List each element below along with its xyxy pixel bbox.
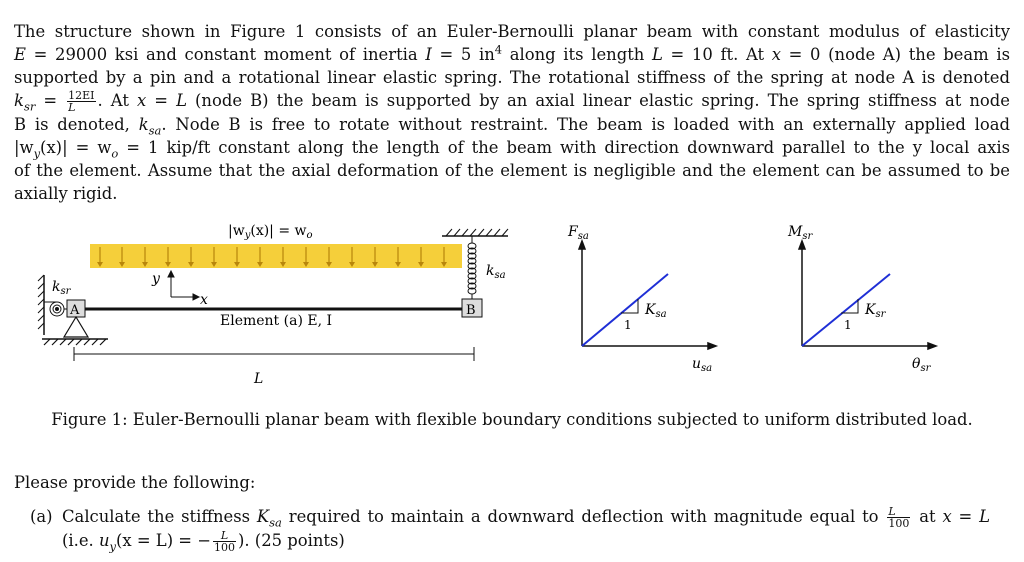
problem-line-8: axially rigid. (14, 184, 118, 203)
question-a-line-1: Calculate the stiffness $K_{sa}$ required to maintain a downward deflection with magnitude equal to $\frac{L}{100}$ at x = L (62, 505, 991, 530)
problem-line-7: of the element. Assume that the axial deformation of the element is negligible and the element can be assumed to be (14, 161, 1010, 180)
plot1-slope-label: $K_{sa}$ (645, 302, 667, 320)
beam-figure (0, 205, 1024, 405)
question-a-line-2: (i.e. $u_y(x = L)$ = − $\frac{L}{100}$ ). (25 points) (62, 529, 345, 554)
problem-line-5: B is denoted, $k_{sa}$. Node B is free to rotate without restraint. The beam is loaded with an externally applied load (14, 115, 1010, 138)
load-label: $|w_y(x)| = w_o$ (228, 223, 313, 241)
ksr-label: $k_{sr}$ (52, 279, 71, 297)
plot1-y-label: $F_{sa}$ (568, 224, 589, 242)
question-a (30, 505, 990, 553)
problem-line-1: The structure shown in Figure 1 consists of an Euler-Bernoulli planar beam with constant modulus of elasticity (14, 22, 1010, 41)
plot-fsa-usa (567, 224, 716, 374)
local-axes (168, 271, 199, 300)
ksa-label: $k_{sa}$ (486, 263, 506, 281)
y-axis-label: y (152, 271, 160, 287)
plot2-x-label: $\theta_{sr}$ (912, 356, 931, 374)
ceiling-support (442, 229, 508, 236)
length-label: L (254, 371, 264, 387)
plot1-x-label: $u_{sa}$ (692, 356, 713, 374)
problem-statement (14, 20, 1010, 205)
problem-line-6: $|w_y(x)| = w_o = 1$ kip/ft constant along the length of the beam with direction downward parallel to the y local axis (14, 138, 1010, 161)
axial-spring (468, 236, 476, 299)
problem-line-2: E = 29000 ksi and constant moment of inertia I = 5 $in^4$ along its length L = 10 ft. At x = 0 (node A) the beam is (14, 42, 1011, 64)
problem-line-3: supported by a pin and a rotational linear elastic spring. The rotational stiffness of the spring at node A is denoted (14, 68, 1010, 87)
figure-caption: Figure 1: Euler-Bernoulli planar beam with flexible boundary conditions subjected to uniform distributed load. (51, 410, 973, 429)
x-axis-label: x (200, 292, 208, 308)
plot2-y-label: $M_{sr}$ (788, 224, 813, 242)
prompt-text: Please provide the following: (14, 473, 256, 492)
problem-line-4: $k_{sr}$ = $\frac{12EI}{L}$ . At x = L (node B) the beam is supported by an axial linear elastic spring. The spring stiffness at node (14, 89, 1010, 114)
pin-support (42, 317, 108, 345)
plot-msr-theta (787, 224, 936, 374)
node-a-label: A (70, 303, 80, 318)
plot2-run-label: 1 (844, 318, 852, 332)
question-a-marker: (a) (30, 507, 53, 526)
element-label: Element (a) E, I (220, 313, 333, 329)
node-b-label: B (466, 303, 476, 318)
length-dimension (74, 347, 474, 361)
plot2-slope-label: $K_{sr}$ (865, 302, 886, 320)
plot1-run-label: 1 (624, 318, 632, 332)
